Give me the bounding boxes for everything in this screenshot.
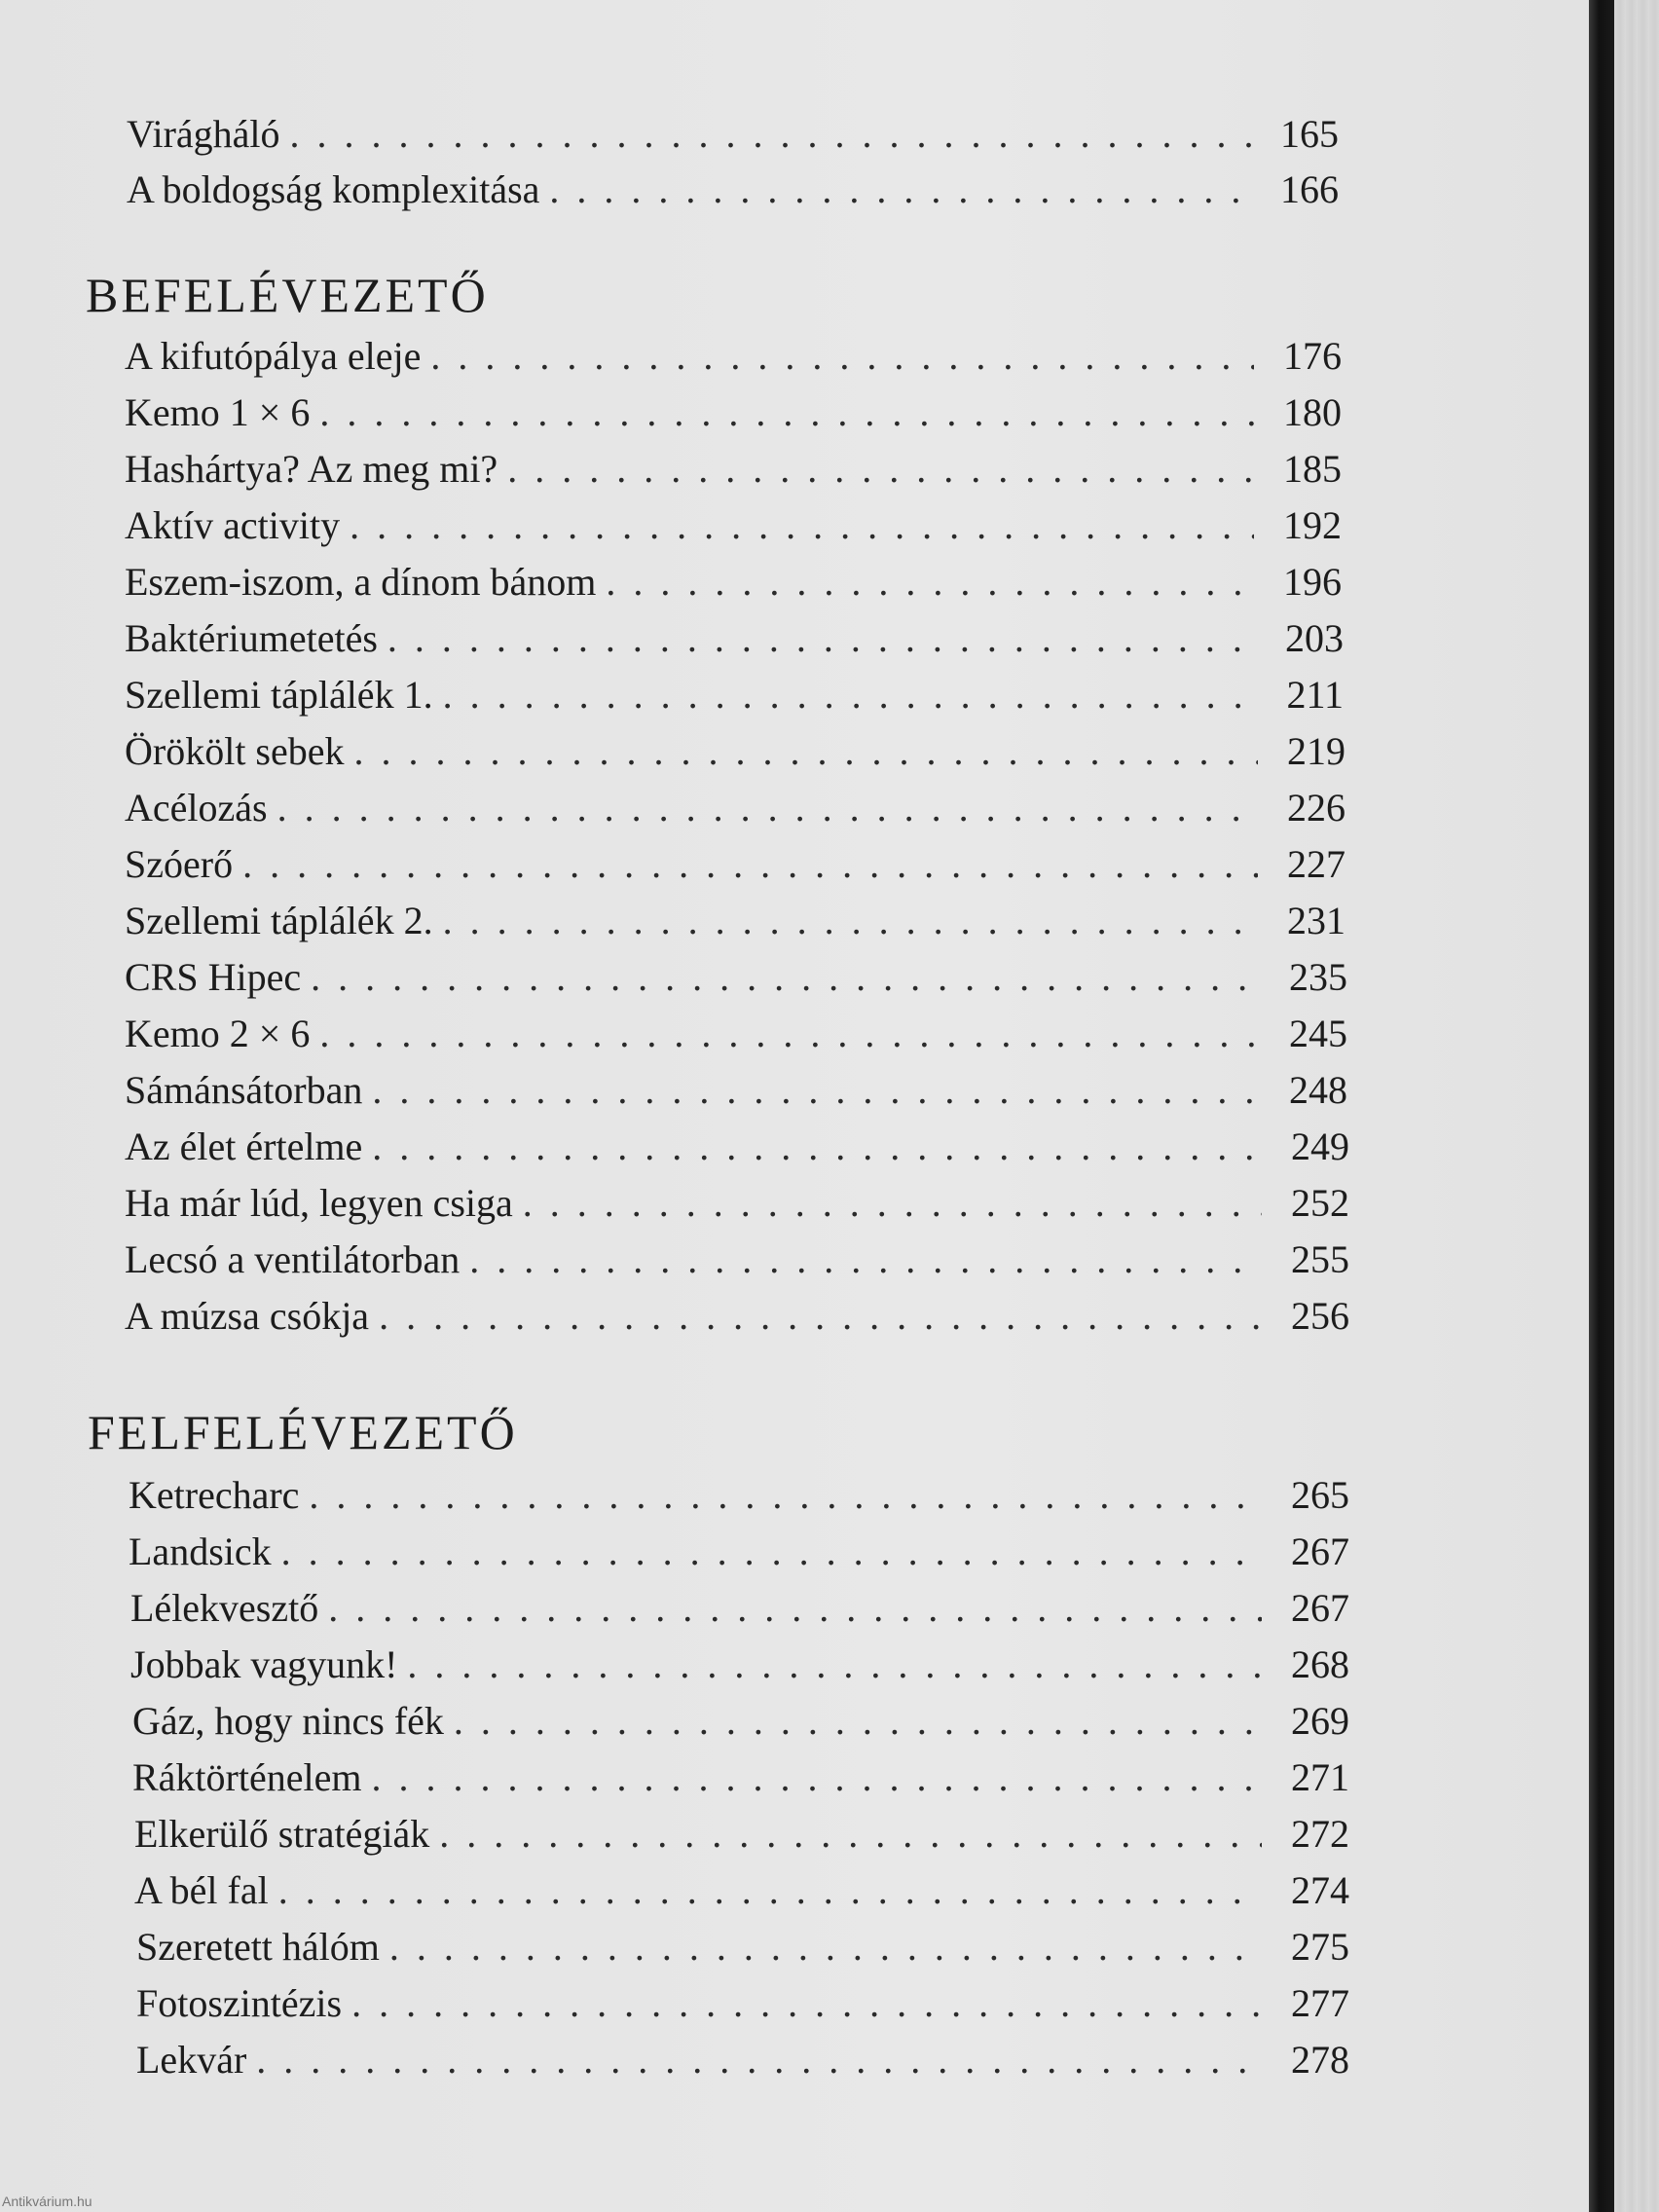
- toc-entry-title: Virágháló: [127, 112, 280, 156]
- toc-entry-title: Szellemi táplálék 1.: [125, 673, 433, 717]
- toc-entry-title: Lélekvesztő: [130, 1586, 319, 1630]
- toc-entry: [127, 165, 1339, 215]
- leader-dots: [311, 952, 1260, 1003]
- toc-entry-page: 255: [1291, 1237, 1349, 1281]
- toc-entry: [125, 726, 1346, 777]
- toc-entry-page: 271: [1291, 1755, 1349, 1799]
- leader-dots: [328, 1583, 1262, 1634]
- toc-entry-page: 256: [1291, 1294, 1349, 1338]
- toc-entry-page: 278: [1291, 2038, 1349, 2082]
- leader-dots: [549, 165, 1251, 215]
- leader-dots: [278, 1865, 1262, 1916]
- toc-entry-title: Örökölt sebek: [125, 729, 345, 773]
- leader-dots: [407, 1640, 1262, 1690]
- leader-dots: [372, 1122, 1262, 1172]
- leader-dots: [606, 557, 1254, 608]
- toc-entry-title: CRS Hipec: [125, 955, 302, 999]
- toc-entry-title: Baktériumetetés: [125, 616, 378, 660]
- toc-entry: [129, 1470, 1349, 1521]
- toc-entry-page: 249: [1291, 1124, 1349, 1168]
- toc-entry: [132, 1752, 1349, 1803]
- leader-dots: [443, 896, 1258, 946]
- toc-entry-title: Eszem-iszom, a dínom bánom: [125, 560, 597, 604]
- leader-dots: [389, 1922, 1262, 1972]
- toc-entry-title: Szellemi táplálék 2.: [125, 899, 433, 942]
- toc-entry: [125, 444, 1342, 495]
- toc-entry-title: Acélozás: [125, 786, 268, 830]
- toc-entry-title: Aktív activity: [125, 503, 341, 547]
- toc-entry-page: 180: [1283, 390, 1342, 434]
- toc-entry: [130, 1583, 1349, 1634]
- toc-entry-title: Gáz, hogy nincs fék: [132, 1699, 444, 1743]
- toc-entry: [125, 1122, 1349, 1172]
- leader-dots: [387, 613, 1256, 664]
- toc-entry-title: Az élet értelme: [125, 1124, 363, 1168]
- toc-entry: [125, 952, 1347, 1003]
- leader-dots: [319, 1009, 1260, 1059]
- leader-dots: [454, 1696, 1262, 1747]
- toc-entry-title: Kemo 1 × 6: [125, 390, 311, 434]
- watermark-text: Antikvárium.hu: [2, 2194, 92, 2209]
- toc-entry: [134, 1809, 1349, 1860]
- table-surface: [1614, 0, 1659, 2212]
- leader-dots: [351, 1978, 1262, 2029]
- leader-dots: [281, 1527, 1262, 1577]
- toc-entry-page: 185: [1283, 447, 1342, 491]
- toc-entry-page: 275: [1291, 1925, 1349, 1969]
- toc-entry-page: 196: [1283, 560, 1342, 604]
- toc-entry-title: Fotoszintézis: [136, 1981, 343, 2025]
- toc-entry: [125, 1291, 1349, 1342]
- toc-entry-page: 245: [1289, 1012, 1347, 1055]
- toc-entry-title: A boldogság komplexitása: [127, 167, 540, 211]
- book-spine: [1589, 0, 1614, 2212]
- toc-entry-page: 219: [1287, 729, 1346, 773]
- toc-entry-page: 231: [1287, 899, 1346, 942]
- toc-entry-page: 203: [1285, 616, 1344, 660]
- toc-entry-page: 267: [1291, 1530, 1349, 1573]
- toc-entry: [125, 839, 1346, 890]
- leader-dots: [319, 387, 1254, 438]
- leader-dots: [242, 839, 1258, 890]
- toc-entry: [125, 500, 1342, 551]
- toc-entry: [125, 1235, 1349, 1285]
- toc-entry: [125, 331, 1342, 382]
- toc-entry-title: Hashártya? Az meg mi?: [125, 447, 498, 491]
- toc-entry-title: Szóerő: [125, 842, 234, 886]
- toc-entry-title: A bél fal: [134, 1868, 269, 1912]
- toc-entry-page: 192: [1283, 503, 1342, 547]
- toc-entry: [125, 670, 1344, 720]
- toc-entry-page: 165: [1280, 112, 1339, 156]
- toc-entry-title: A kifutópálya eleje: [125, 334, 422, 378]
- toc-entry: [125, 896, 1346, 946]
- toc-entry: [136, 2035, 1349, 2085]
- toc-entry: [129, 1527, 1349, 1577]
- leader-dots: [277, 783, 1258, 833]
- toc-entry-page: 267: [1291, 1586, 1349, 1630]
- leader-dots: [350, 500, 1254, 551]
- toc-entry-page: 248: [1289, 1068, 1347, 1112]
- leader-dots: [507, 444, 1254, 495]
- toc-entry: [130, 1640, 1349, 1690]
- toc-entry-page: 272: [1291, 1812, 1349, 1856]
- leader-dots: [309, 1470, 1262, 1521]
- leader-dots: [439, 1809, 1262, 1860]
- toc-entry: [125, 387, 1342, 438]
- toc-entry-page: 211: [1286, 673, 1344, 717]
- toc-entry-title: Ketrecharc: [129, 1473, 300, 1517]
- toc-entry-page: 274: [1291, 1868, 1349, 1912]
- toc-entry-title: Kemo 2 × 6: [125, 1012, 311, 1055]
- toc-entry-page: 235: [1289, 955, 1347, 999]
- leader-dots: [354, 726, 1258, 777]
- toc-entry-page: 265: [1291, 1473, 1349, 1517]
- toc-entry: [125, 1065, 1347, 1116]
- leader-dots: [443, 670, 1256, 720]
- toc-entry-page: 166: [1280, 167, 1339, 211]
- leader-dots: [430, 331, 1254, 382]
- section-heading: FELFELÉVEZETŐ: [88, 1405, 518, 1459]
- leader-dots: [469, 1235, 1262, 1285]
- leader-dots: [372, 1065, 1260, 1116]
- leader-dots: [371, 1752, 1262, 1803]
- toc-entry-title: Sámánsátorban: [125, 1068, 363, 1112]
- toc-entry: [127, 109, 1339, 160]
- toc-entry: [136, 1922, 1349, 1972]
- toc-entry-title: Lekvár: [136, 2038, 247, 2082]
- toc-entry: [134, 1865, 1349, 1916]
- toc-entry-page: 176: [1283, 334, 1342, 378]
- toc-entry-title: Elkerülő stratégiák: [134, 1812, 430, 1856]
- leader-dots: [379, 1291, 1262, 1342]
- toc-entry-title: Szeretett hálóm: [136, 1925, 380, 1969]
- toc-entry: [125, 783, 1346, 833]
- toc-entry: [132, 1696, 1349, 1747]
- toc-entry-title: Jobbak vagyunk!: [130, 1642, 398, 1686]
- toc-entry-title: Ha már lúd, legyen csiga: [125, 1181, 513, 1225]
- toc-entry-title: Lecsó a ventilátorban: [125, 1237, 461, 1281]
- toc-entry-page: 277: [1291, 1981, 1349, 2025]
- toc-entry-title: Ráktörténelem: [132, 1755, 362, 1799]
- toc-entry-page: 269: [1291, 1699, 1349, 1743]
- toc-entry-page: 226: [1287, 786, 1346, 830]
- toc-entry: [125, 613, 1344, 664]
- toc-entry-title: A múzsa csókja: [125, 1294, 370, 1338]
- leader-dots: [256, 2035, 1262, 2085]
- leader-dots: [523, 1178, 1262, 1229]
- section-heading: BEFELÉVEZETŐ: [86, 268, 489, 322]
- toc-entry-page: 252: [1291, 1181, 1349, 1225]
- toc-entry: [136, 1978, 1349, 2029]
- toc-entry: [125, 1009, 1347, 1059]
- toc-entry: [125, 1178, 1349, 1229]
- toc-entry-page: 227: [1287, 842, 1346, 886]
- toc-entry-title: Landsick: [129, 1530, 272, 1573]
- toc-entry-page: 268: [1291, 1642, 1349, 1686]
- toc-entry: [125, 557, 1342, 608]
- leader-dots: [290, 109, 1251, 160]
